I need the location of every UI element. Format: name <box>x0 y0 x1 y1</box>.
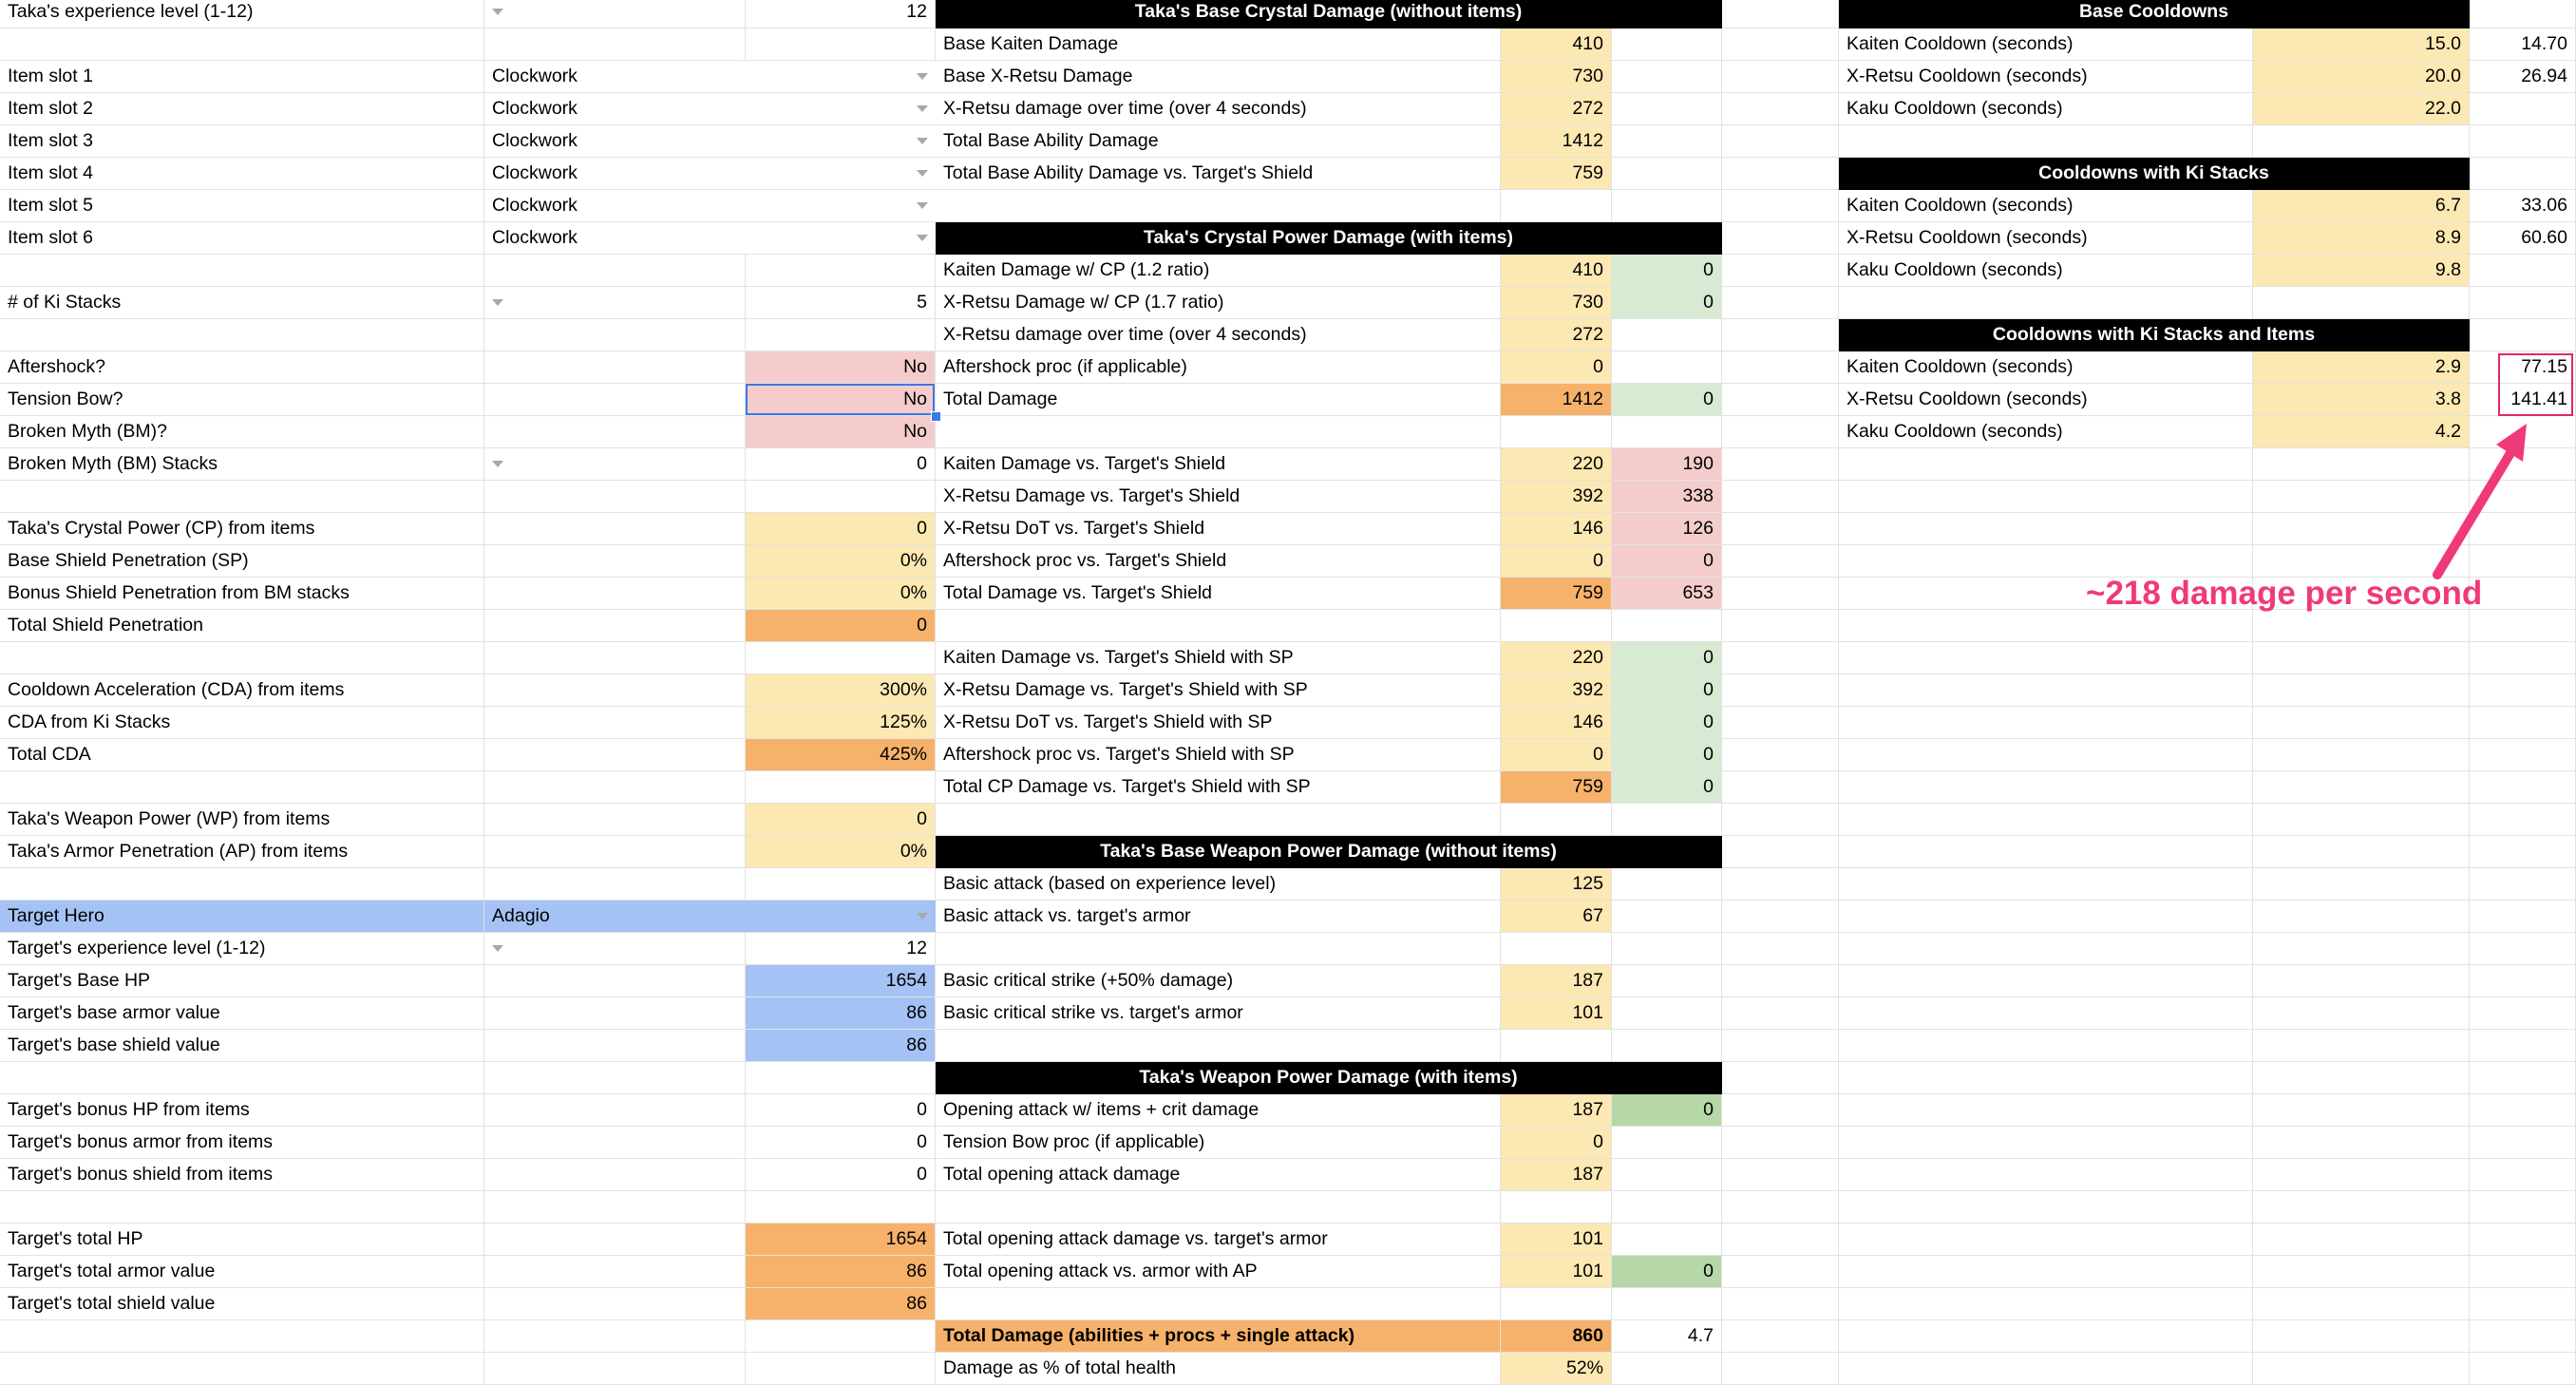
section-header: Taka's Base Crystal Damage (without items) <box>936 0 1722 28</box>
label-cell[interactable]: X-Retsu damage over time (over 4 seconds) <box>936 93 1501 125</box>
label-cell[interactable]: X-Retsu Cooldown (seconds) <box>1839 222 2253 255</box>
value-cell[interactable]: 26.94 <box>2470 61 2576 93</box>
value-cell[interactable]: 67 <box>1501 901 1612 933</box>
label-cell[interactable]: Tension Bow proc (if applicable) <box>936 1127 1501 1159</box>
label-cell[interactable]: Broken Myth (BM)? <box>0 416 484 448</box>
label-cell[interactable]: Taka's Weapon Power (WP) from items <box>0 804 484 836</box>
label-cell[interactable]: Total Shield Penetration <box>0 610 484 642</box>
label-cell[interactable]: X-Retsu DoT vs. Target's Shield with SP <box>936 707 1501 739</box>
label-cell[interactable]: Target's bonus shield from items <box>0 1159 484 1191</box>
value-cell[interactable]: No <box>746 416 936 448</box>
dropdown-cell[interactable]: Clockwork <box>484 125 936 158</box>
value-cell[interactable]: 0 <box>746 1127 936 1159</box>
value-cell[interactable]: 759 <box>1501 578 1612 610</box>
label-cell[interactable]: Cooldown Acceleration (CDA) from items <box>0 674 484 707</box>
label-cell[interactable]: Kaiten Damage vs. Target's Shield with SP <box>936 642 1501 674</box>
label-cell[interactable]: Aftershock proc vs. Target's Shield with SP <box>936 739 1501 771</box>
label-cell[interactable]: Total Base Ability Damage <box>936 125 1501 158</box>
dropdown-cell[interactable]: Clockwork <box>484 222 936 255</box>
label-cell[interactable]: Basic critical strike (+50% damage) <box>936 965 1501 997</box>
label-cell[interactable]: Total Base Ability Damage vs. Target's Shield <box>936 158 1501 190</box>
value-cell[interactable]: 0 <box>1612 674 1722 707</box>
label-cell[interactable]: Target's Base HP <box>0 965 484 997</box>
label-cell[interactable]: Target's base armor value <box>0 997 484 1030</box>
label-cell[interactable]: Taka's experience level (1-12) <box>0 0 484 28</box>
value-cell[interactable]: 77.15 <box>2470 351 2576 384</box>
label-cell[interactable]: Target's total shield value <box>0 1288 484 1320</box>
arrow-shaft <box>2437 448 2513 575</box>
value-cell[interactable]: 653 <box>1612 578 1722 610</box>
value-cell[interactable]: 0 <box>746 448 936 481</box>
dropdown-cell[interactable]: Clockwork <box>484 190 936 222</box>
value-cell[interactable]: 125% <box>746 707 936 739</box>
section-header: Base Cooldowns <box>1839 0 2470 28</box>
label-cell[interactable]: Item slot 3 <box>0 125 484 158</box>
value-cell[interactable]: 300% <box>746 674 936 707</box>
value-cell[interactable]: 187 <box>1501 1159 1612 1191</box>
label-cell[interactable]: Total Damage vs. Target's Shield <box>936 578 1501 610</box>
value-cell[interactable]: 126 <box>1612 513 1722 545</box>
value-cell[interactable]: 410 <box>1501 28 1612 61</box>
value-cell[interactable]: 4.2 <box>2253 416 2470 448</box>
value-cell[interactable]: 1412 <box>1501 125 1612 158</box>
value-cell[interactable]: 8.9 <box>2253 222 2470 255</box>
value-cell[interactable]: 410 <box>1501 255 1612 287</box>
label-cell[interactable]: Target's experience level (1-12) <box>0 933 484 965</box>
value-cell[interactable]: 730 <box>1501 61 1612 93</box>
label-cell[interactable]: Base Kaiten Damage <box>936 28 1501 61</box>
value-cell[interactable]: 0 <box>1612 287 1722 319</box>
value-cell[interactable]: 5 <box>746 287 936 319</box>
label-cell[interactable]: X-Retsu damage over time (over 4 seconds) <box>936 319 1501 351</box>
section-header: Taka's Crystal Power Damage (with items) <box>936 222 1722 255</box>
value-cell[interactable]: 33.06 <box>2470 190 2576 222</box>
dropdown-cell[interactable]: Clockwork <box>484 61 936 93</box>
annotation-text: ~218 damage per second <box>2086 575 2483 612</box>
value-cell[interactable]: 146 <box>1501 707 1612 739</box>
label-cell[interactable]: Total opening attack vs. armor with AP <box>936 1256 1501 1288</box>
value-cell[interactable]: 190 <box>1612 448 1722 481</box>
label-cell[interactable]: Target's base shield value <box>0 1030 484 1062</box>
value-cell[interactable]: 86 <box>746 1030 936 1062</box>
value-cell[interactable]: 101 <box>1501 997 1612 1030</box>
label-cell[interactable]: Base X-Retsu Damage <box>936 61 1501 93</box>
label-cell[interactable]: Kaku Cooldown (seconds) <box>1839 416 2253 448</box>
value-cell[interactable]: 0 <box>1501 545 1612 578</box>
label-cell[interactable]: Item slot 2 <box>0 93 484 125</box>
value-cell[interactable]: 52% <box>1501 1353 1612 1385</box>
label-cell[interactable]: Target Hero <box>0 901 484 933</box>
value-cell[interactable]: 425% <box>746 739 936 771</box>
label-cell[interactable]: Item slot 4 <box>0 158 484 190</box>
value-cell[interactable]: 60.60 <box>2470 222 2576 255</box>
label-cell[interactable]: # of Ki Stacks <box>0 287 484 319</box>
label-cell[interactable]: Aftershock proc (if applicable) <box>936 351 1501 384</box>
value-cell[interactable]: 0 <box>1612 642 1722 674</box>
label-cell[interactable]: X-Retsu DoT vs. Target's Shield <box>936 513 1501 545</box>
value-cell[interactable]: 101 <box>1501 1256 1612 1288</box>
value-cell[interactable]: 1654 <box>746 965 936 997</box>
dropdown-cell[interactable]: Adagio <box>484 901 936 933</box>
label-cell[interactable]: Kaku Cooldown (seconds) <box>1839 255 2253 287</box>
label-cell[interactable]: Bonus Shield Penetration from BM stacks <box>0 578 484 610</box>
value-cell[interactable]: 86 <box>746 1288 936 1320</box>
label-cell[interactable]: Aftershock? <box>0 351 484 384</box>
value-cell[interactable]: 187 <box>1501 965 1612 997</box>
label-cell[interactable]: Target's bonus armor from items <box>0 1127 484 1159</box>
label-cell[interactable]: Item slot 6 <box>0 222 484 255</box>
value-cell[interactable]: No <box>746 384 936 416</box>
value-cell[interactable]: 187 <box>1501 1094 1612 1127</box>
label-cell[interactable]: X-Retsu Cooldown (seconds) <box>1839 61 2253 93</box>
label-cell[interactable]: Total Damage (abilities + procs + single attack) <box>936 1320 1501 1353</box>
value-cell[interactable]: 272 <box>1501 93 1612 125</box>
value-cell[interactable]: 730 <box>1501 287 1612 319</box>
label-cell[interactable]: Basic attack vs. target's armor <box>936 901 1501 933</box>
value-cell[interactable]: 22.0 <box>2253 93 2470 125</box>
value-cell[interactable]: 392 <box>1501 481 1612 513</box>
section-header: Cooldowns with Ki Stacks <box>1839 158 2470 190</box>
value-cell[interactable]: 0 <box>1501 351 1612 384</box>
value-cell[interactable]: 0 <box>746 1159 936 1191</box>
value-cell[interactable]: 125 <box>1501 868 1612 901</box>
dropdown-cell[interactable]: Clockwork <box>484 158 936 190</box>
value-cell[interactable]: 9.8 <box>2253 255 2470 287</box>
value-cell[interactable]: 3.8 <box>2253 384 2470 416</box>
value-cell[interactable]: 0% <box>746 545 936 578</box>
value-cell[interactable]: 0 <box>746 513 936 545</box>
value-cell[interactable]: 12 <box>746 933 936 965</box>
value-cell[interactable]: 6.7 <box>2253 190 2470 222</box>
value-cell[interactable]: 0 <box>746 804 936 836</box>
value-cell[interactable]: 759 <box>1501 771 1612 804</box>
label-cell[interactable]: Total opening attack damage vs. target's armor <box>936 1224 1501 1256</box>
value-cell[interactable]: 0 <box>746 610 936 642</box>
label-cell[interactable]: Target's bonus HP from items <box>0 1094 484 1127</box>
value-cell[interactable]: 220 <box>1501 448 1612 481</box>
label-cell[interactable]: Taka's Armor Penetration (AP) from items <box>0 836 484 868</box>
label-cell[interactable]: Broken Myth (BM) Stacks <box>0 448 484 481</box>
value-cell[interactable]: 1654 <box>746 1224 936 1256</box>
value-cell[interactable]: 272 <box>1501 319 1612 351</box>
label-cell[interactable]: Kaiten Cooldown (seconds) <box>1839 28 2253 61</box>
value-cell[interactable]: 759 <box>1501 158 1612 190</box>
value-cell[interactable]: 0 <box>1612 771 1722 804</box>
label-cell[interactable]: Total opening attack damage <box>936 1159 1501 1191</box>
value-cell[interactable]: 860 <box>1501 1320 1612 1353</box>
label-cell[interactable]: Total Damage <box>936 384 1501 416</box>
label-cell[interactable]: Taka's Crystal Power (CP) from items <box>0 513 484 545</box>
value-cell[interactable]: 14.70 <box>2470 28 2576 61</box>
value-cell[interactable]: 12 <box>746 0 936 28</box>
value-cell[interactable]: 0 <box>1501 1127 1612 1159</box>
label-cell[interactable]: Item slot 5 <box>0 190 484 222</box>
value-cell[interactable]: 0 <box>1612 707 1722 739</box>
value-cell[interactable]: 0% <box>746 578 936 610</box>
label-cell[interactable]: Target's total HP <box>0 1224 484 1256</box>
label-cell[interactable]: Kaku Cooldown (seconds) <box>1839 93 2253 125</box>
value-cell[interactable]: 0 <box>1501 739 1612 771</box>
value-cell[interactable]: 2.9 <box>2253 351 2470 384</box>
value-cell[interactable]: 220 <box>1501 642 1612 674</box>
label-cell[interactable]: Kaiten Cooldown (seconds) <box>1839 190 2253 222</box>
label-cell[interactable]: Item slot 1 <box>0 61 484 93</box>
value-cell[interactable]: 86 <box>746 997 936 1030</box>
value-cell[interactable]: 338 <box>1612 481 1722 513</box>
value-cell[interactable]: 86 <box>746 1256 936 1288</box>
value-cell[interactable]: 146 <box>1501 513 1612 545</box>
value-cell[interactable]: 0 <box>1612 1094 1722 1127</box>
value-cell[interactable]: 0 <box>746 1094 936 1127</box>
value-cell[interactable]: 392 <box>1501 674 1612 707</box>
highlight-box <box>2498 353 2573 416</box>
value-cell[interactable]: 4.7 <box>1612 1320 1722 1353</box>
label-cell[interactable]: Opening attack w/ items + crit damage <box>936 1094 1501 1127</box>
label-cell[interactable]: Basic critical strike vs. target's armor <box>936 997 1501 1030</box>
label-cell[interactable]: Kaiten Cooldown (seconds) <box>1839 351 2253 384</box>
value-cell[interactable]: 0% <box>746 836 936 868</box>
label-cell[interactable]: Target's total armor value <box>0 1256 484 1288</box>
value-cell[interactable]: 101 <box>1501 1224 1612 1256</box>
label-cell[interactable]: CDA from Ki Stacks <box>0 707 484 739</box>
label-cell[interactable]: Aftershock proc vs. Target's Shield <box>936 545 1501 578</box>
label-cell[interactable]: X-Retsu Damage vs. Target's Shield with SP <box>936 674 1501 707</box>
section-header: Taka's Base Weapon Power Damage (without items) <box>936 836 1722 868</box>
value-cell[interactable]: No <box>746 351 936 384</box>
label-cell[interactable]: Total CDA <box>0 739 484 771</box>
value-cell[interactable]: 141.41 <box>2470 384 2576 416</box>
value-cell[interactable]: 0 <box>1612 384 1722 416</box>
section-header: Taka's Weapon Power Damage (with items) <box>936 1062 1722 1094</box>
value-cell[interactable]: 15.0 <box>2253 28 2470 61</box>
label-cell[interactable]: Base Shield Penetration (SP) <box>0 545 484 578</box>
label-cell[interactable]: X-Retsu Cooldown (seconds) <box>1839 384 2253 416</box>
label-cell[interactable]: Kaiten Damage w/ CP (1.2 ratio) <box>936 255 1501 287</box>
label-cell[interactable]: Damage as % of total health <box>936 1353 1501 1385</box>
label-cell[interactable]: Total CP Damage vs. Target's Shield with SP <box>936 771 1501 804</box>
value-cell[interactable]: 0 <box>1612 545 1722 578</box>
label-cell[interactable]: Tension Bow? <box>0 384 484 416</box>
value-cell[interactable]: 0 <box>1612 255 1722 287</box>
label-cell[interactable]: Kaiten Damage vs. Target's Shield <box>936 448 1501 481</box>
dropdown-cell[interactable]: Clockwork <box>484 93 936 125</box>
value-cell[interactable]: 0 <box>1612 739 1722 771</box>
label-cell[interactable]: X-Retsu Damage vs. Target's Shield <box>936 481 1501 513</box>
section-header: Cooldowns with Ki Stacks and Items <box>1839 319 2470 351</box>
value-cell[interactable]: 20.0 <box>2253 61 2470 93</box>
label-cell[interactable]: Basic attack (based on experience level) <box>936 868 1501 901</box>
label-cell[interactable]: X-Retsu Damage w/ CP (1.7 ratio) <box>936 287 1501 319</box>
value-cell[interactable]: 1412 <box>1501 384 1612 416</box>
value-cell[interactable]: 0 <box>1612 1256 1722 1288</box>
